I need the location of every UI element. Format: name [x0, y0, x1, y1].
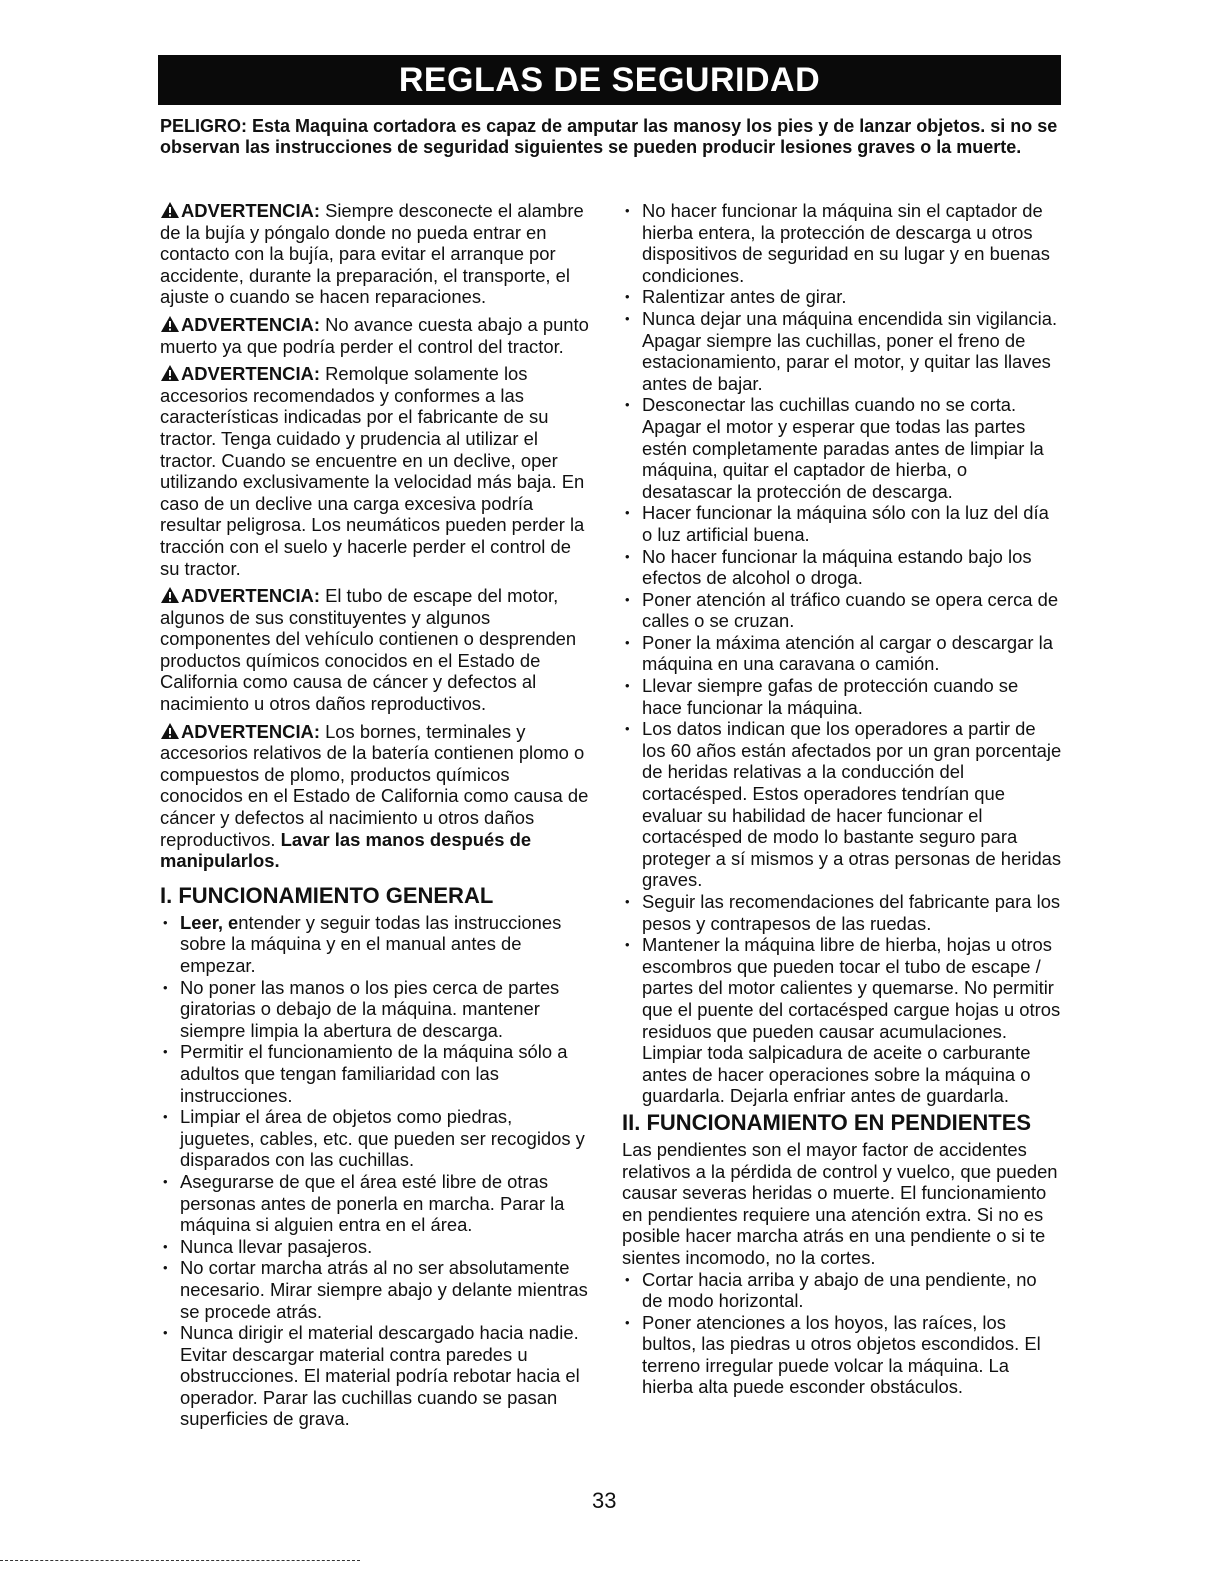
warning-5 [160, 721, 590, 872]
list-item: • Llevar siempre gafas de protección cuando se hace funcionar la máquina. [622, 675, 1062, 718]
warning-text: Siempre desconecte el alambre de la bujía y póngalo donde no pueda entrar en contacto con la bujía, para evitar el arranque por accidente, durante la preparación, el transporte, el ajuste o cuando se hacen reparaciones. [160, 200, 584, 308]
list-item: • Nunca llevar pasajeros. [160, 1236, 590, 1258]
warning-triangle-icon [160, 364, 180, 382]
warning-text: Los bornes, terminales y accesorios relativos de la batería contienen plomo o compuestos de plomo, productos químicos conocidos en el Estado de California como causa de cáncer y defectos al nacimiento u otros daños reproductivos. [160, 720, 589, 850]
warning-3 [160, 363, 590, 579]
warning-text: No avance cuesta abajo a punto muerto ya que podría perder el control del tractor. [160, 313, 589, 357]
section-title-slopes: II. FUNCIONAMIENTO EN PENDIENTES [622, 1109, 1032, 1135]
list-item: • Nunca dejar una máquina encendida sin vigilancia. Apagar siempre las cuchillas, poner el freno de estacionamiento, parar el motor, y quitar las llaves antes de bajar. [622, 308, 1062, 394]
warning-triangle-icon [160, 315, 180, 333]
warning-label: ADVERTENCIA: [181, 585, 320, 607]
list-item: • Asegurarse de que el área esté libre de otras personas antes de ponerla en marcha. Parar la máquina si alguien entra en el área. [160, 1171, 590, 1236]
slopes-list [622, 1269, 1062, 1399]
warning-bold-tail: Lavar las manos después de manipularlos. [160, 828, 532, 872]
list-item: • Cortar hacia arriba y abajo de una pendiente, no de modo horizontal. [622, 1269, 1062, 1312]
warning-1 [160, 200, 590, 308]
slopes-intro: Las pendientes son el mayor factor de accidentes relativos a la pérdida de control y vuelco, que pueden causar severas heridas o muerte. El funcionamiento en pendientes requiere una atención extra. Si no es posible hacer marcha atrás en una pendiente o si te sientes incomodo, no la cortes. [622, 1138, 1058, 1268]
list-item: • No cortar marcha atrás al no ser absolutamente necesario. Mirar siempre abajo y delante mientras se procede atrás. [160, 1257, 590, 1322]
warning-triangle-icon [160, 201, 180, 219]
general-list-continued [622, 200, 1062, 1107]
list-item-bold-lead: Leer, e [180, 911, 239, 933]
warning-text: Remolque solamente los accesorios recomendados y conformes a las características indicadas por el fabricante de su tractor. Tenga cuidado y prudencia al utilizar el tractor. Cuando se encuentre en un declive, oper utilizando exclusivamente la velocidad más baja. En caso de un declive una carga excesiva podría resultar peligrosa. Los neumáticos pueden perder la tracción con el suelo y hacerle perder el control de su tractor. [160, 363, 585, 579]
list-item: • Hacer funcionar la máquina sólo con la luz del día o luz artificial buena. [622, 502, 1062, 545]
warning-triangle-icon [160, 586, 180, 604]
right-column [622, 200, 1062, 1398]
list-item [160, 912, 590, 977]
list-item: • Nunca dirigir el material descargado hacia nadie. Evitar descargar material contra paredes u obstrucciones. El material podría rebotar hacia el operador. Parar las cuchillas cuando se pasan superficies de grava. [160, 1322, 590, 1430]
general-list [160, 912, 590, 1430]
list-item: • Permitir el funcionamiento de la máquina sólo a adultos que tengan familiaridad con las instrucciones. [160, 1041, 590, 1106]
warning-text: El tubo de escape del motor, algunos de sus constituyentes y algunos componentes del vehículo contienen o desprenden productos químicos conocidos en el Estado de California como causa de cáncer y defectos al nacimiento u otros daños reproductivos. [160, 585, 577, 715]
list-item: • Mantener la máquina libre de hierba, hojas u otros escombros que pueden tocar el tubo de escape / partes del motor calientes y quemarse. No permitir que el puente del cortacésped cargue hojas u otros residuos que pueden causar acumulaciones. Limpiar toda salpicadura de aceite o carburante antes de hacer operaciones sobre la máquina o guardarla. Dejarla enfriar antes de guardarla. [622, 934, 1062, 1107]
warning-2 [160, 314, 590, 357]
list-item: • Seguir las recomendaciones del fabricante para los pesos y contrapesos de las ruedas. [622, 891, 1062, 934]
list-item: • Poner atención al tráfico cuando se opera cerca de calles o se cruzan. [622, 589, 1062, 632]
section-title-general: I. FUNCIONAMIENTO GENERAL [160, 882, 494, 908]
list-item: • No hacer funcionar la máquina sin el captador de hierba entera, la protección de descarga u otros dispositivos de seguridad en su lugar y en buenas condiciones. [622, 200, 1062, 286]
warning-label: ADVERTENCIA: [181, 313, 320, 335]
page-number: 33 [592, 1488, 617, 1513]
list-item: • Limpiar el área de objetos como piedras, juguetes, cables, etc. que pueden ser recogidos y disparados con las cuchillas. [160, 1106, 590, 1171]
list-item: • Los datos indican que los operadores a partir de los 60 años están afectados por un gran porcentaje de heridas relativas a la conducción del cortacésped. Estos operadores tendrían que evaluar su habilidad de hacer funcionar el cortacésped de modo lo bastante seguro para proteger a sí mismos y a otras personas de heridas graves. [622, 718, 1062, 891]
list-item: • Desconectar las cuchillas cuando no se corta. Apagar el motor y esperar que todas las partes estén completamente paradas antes de limpiar la máquina, quitar el captador de hierba, o desatascar la protección de descarga. [622, 394, 1062, 502]
warning-label: ADVERTENCIA: [181, 200, 320, 221]
footer-divider [0, 1560, 360, 1561]
danger-notice: PELIGRO: Esta Maquina cortadora es capaz de amputar las manosy los pies y de lanzar objetos. si no se observan las instrucciones de seguridad siguientes se pueden producir lesiones graves o la muerte. [160, 116, 1058, 157]
left-column [160, 200, 590, 1430]
list-item: • Ralentizar antes de girar. [622, 286, 1062, 308]
list-item: • No hacer funcionar la máquina estando bajo los efectos de alcohol o droga. [622, 546, 1062, 589]
warning-label: ADVERTENCIA: [181, 363, 320, 385]
warning-triangle-icon [160, 722, 180, 740]
warning-4 [160, 585, 590, 715]
list-item: • Poner atenciones a los hoyos, las raíces, los bultos, las piedras u otros objetos escondidos. El terreno irregular puede volcar la máquina. La hierba alta puede esconder obstáculos. [622, 1312, 1062, 1398]
list-item: • Poner la máxima atención al cargar o descargar la máquina en una caravana o camión. [622, 632, 1062, 675]
list-item: • No poner las manos o los pies cerca de partes giratorias o debajo de la máquina. mantener siempre limpia la abertura de descarga. [160, 977, 590, 1042]
page-title: REGLAS DE SEGURIDAD [158, 55, 1061, 105]
list-item-text: ntender y seguir todas las instrucciones sobre la máquina y en el manual antes de empezar. [180, 911, 562, 976]
warning-label: ADVERTENCIA: [181, 720, 320, 742]
